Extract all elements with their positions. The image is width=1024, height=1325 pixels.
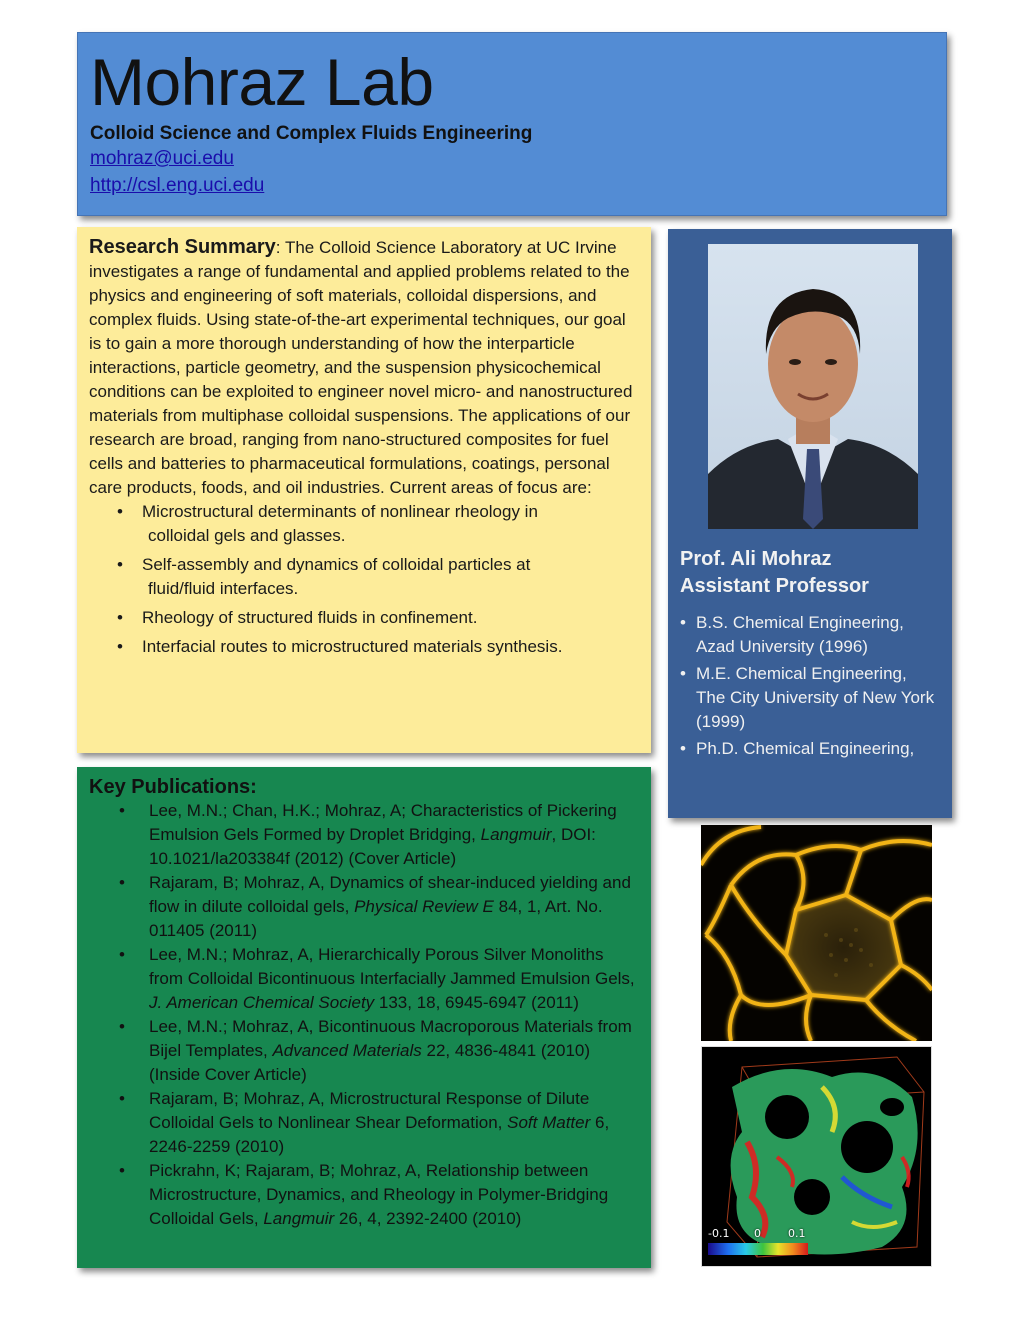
focus-area-line: Interfacial routes to microstructured materials synthesis.: [142, 637, 563, 656]
publication-authors-title: Rajaram, B; Mohraz, A, Dynamics of shear-induced yielding and flow in dilute colloidal gels,: [149, 873, 631, 916]
research-summary-text: [89, 235, 639, 500]
bullet-icon: •: [117, 637, 123, 656]
bullet-icon: •: [680, 739, 686, 758]
focus-area-line: Microstructural determinants of nonlinear rheology in: [142, 502, 538, 521]
research-summary-body: The Colloid Science Laboratory at UC Irvine investigates a range of fundamental and applied problems related to the physics and engineering of soft materials, colloidal dispersions, and complex fluids. Using state-of-the-art experimental techniques, our goal is to gain a more thorough understanding of how the interparticle interactions, particle geometry, and the suspension physicochemical conditions can be exploited to engineer novel micro- and nanostructured materials from multiphase colloidal suspensions. The applications of our research are broad, ranging from nano-structured composites for fuel cells and batteries to pharmaceutical formulations, coatings, personal care products, foods, and oil industries. Current areas of focus are:: [89, 238, 633, 497]
focus-areas-list: [89, 500, 639, 659]
focus-area-item: [89, 606, 639, 630]
bullet-icon: •: [117, 608, 123, 627]
website-link[interactable]: http://csl.eng.uci.edu: [90, 175, 265, 196]
bullet-icon: •: [680, 664, 686, 683]
publication-authors-title: Lee, M.N.; Mohraz, A, Hierarchically Porous Silver Monoliths from Colloidal Bicontinuous Interfacially Jammed Emulsion Gels,: [149, 945, 635, 988]
focus-area-line: Rheology of structured fluids in confinement.: [142, 608, 478, 627]
publication-journal: Langmuir: [263, 1209, 335, 1228]
focus-area-line: fluid/fluid interfaces.: [148, 579, 299, 598]
colorbar-mid-label: 0: [754, 1227, 761, 1240]
publication-journal: Langmuir: [480, 825, 552, 844]
bullet-icon: •: [119, 945, 125, 964]
rendering-illustration: [702, 1047, 931, 1266]
publication-item: [89, 871, 639, 943]
publication-authors-title: Lee, M.N.; Mohraz, A, Bicontinuous Macroporous Materials from Bijel Templates,: [149, 1017, 632, 1060]
confocal-3d-rendering: [701, 1046, 932, 1267]
profile-name-block: [680, 546, 869, 600]
publication-journal: J. American Chemical Society: [149, 993, 375, 1012]
bullet-icon: •: [680, 613, 686, 632]
publication-authors-title: Lee, M.N.; Chan, H.K.; Mohraz, A; Characteristics of Pickering Emulsion Gels Formed by Droplet Bridging,: [149, 801, 617, 844]
publication-journal: Advanced Materials: [272, 1041, 422, 1060]
education-item: [668, 662, 938, 734]
publication-item: [89, 799, 639, 871]
publication-authors-title: Pickrahn, K; Rajaram, B; Mohraz, A, Relationship between Microstructure, Dynamics, and Rheology in Polymer-Bridging Colloidal Gels,: [149, 1161, 609, 1228]
microscopy-illustration: [701, 825, 932, 1041]
publications-panel: [77, 767, 651, 1268]
publication-journal: Physical Review E: [354, 897, 494, 916]
publication-citation: 22, 4836-4841 (2010) (Inside Cover Article): [149, 1041, 591, 1084]
publication-item: [89, 1015, 639, 1087]
microscopy-image: [701, 825, 932, 1041]
bullet-icon: •: [117, 555, 123, 574]
publication-citation: , DOI: 10.1021/la203384f (2012) (Cover Article): [149, 825, 596, 868]
publications-heading: Key Publications:: [89, 776, 257, 798]
focus-area-line: Self-assembly and dynamics of colloidal particles at: [142, 555, 531, 574]
publication-item: [89, 943, 639, 1015]
publication-citation: 6, 2246-2259 (2010): [149, 1113, 610, 1156]
research-summary-heading: Research Summary: [89, 236, 276, 258]
colorbar: [708, 1243, 808, 1255]
colorbar-min-label: -0.1: [708, 1227, 730, 1240]
publication-authors-title: Rajaram, B; Mohraz, A, Microstructural Response of Dilute Colloidal Gels to Nonlinear Shear Deformation,: [149, 1089, 590, 1132]
research-heading-colon: :: [275, 238, 281, 257]
focus-area-item: [89, 500, 639, 548]
publication-item: [89, 1159, 639, 1231]
education-text: B.S. Chemical Engineering, Azad University (1996): [696, 613, 904, 656]
professor-name: Prof. Ali Mohraz: [680, 548, 832, 570]
education-item: [668, 737, 938, 761]
publication-item: [89, 1087, 639, 1159]
profile-panel: [668, 229, 952, 818]
bullet-icon: •: [119, 1089, 125, 1108]
bullet-icon: •: [119, 801, 125, 820]
focus-area-line: colloidal gels and glasses.: [148, 526, 346, 545]
header-banner: [77, 32, 947, 216]
publication-citation: 84, 1, Art. No. 011405 (2011): [149, 897, 603, 940]
education-list: [668, 611, 938, 764]
bullet-icon: •: [119, 873, 125, 892]
publications-list: [89, 799, 639, 1231]
focus-area-item: [89, 635, 639, 659]
bullet-icon: •: [119, 1017, 125, 1036]
publication-citation: 26, 4, 2392-2400 (2010): [334, 1209, 522, 1228]
email-link[interactable]: mohraz@uci.edu: [90, 148, 234, 169]
bullet-icon: •: [119, 1161, 125, 1180]
education-item: [668, 611, 938, 659]
bullet-icon: •: [117, 502, 123, 521]
education-text: M.E. Chemical Engineering, The City University of New York (1999): [696, 664, 935, 731]
professor-position: Assistant Professor: [680, 575, 869, 597]
portrait-illustration: [708, 244, 918, 529]
research-summary-panel: [77, 227, 651, 753]
colorbar-max-label: 0.1: [788, 1227, 806, 1240]
lab-subtitle: Colloid Science and Complex Fluids Engineering: [90, 123, 533, 144]
page-title: Mohraz Lab: [90, 45, 434, 119]
publication-journal: Soft Matter: [507, 1113, 591, 1132]
focus-area-item: [89, 553, 639, 601]
education-text: Ph.D. Chemical Engineering,: [696, 739, 915, 758]
portrait-photo: [708, 244, 918, 529]
publication-citation: 133, 18, 6945-6947 (2011): [374, 993, 579, 1012]
